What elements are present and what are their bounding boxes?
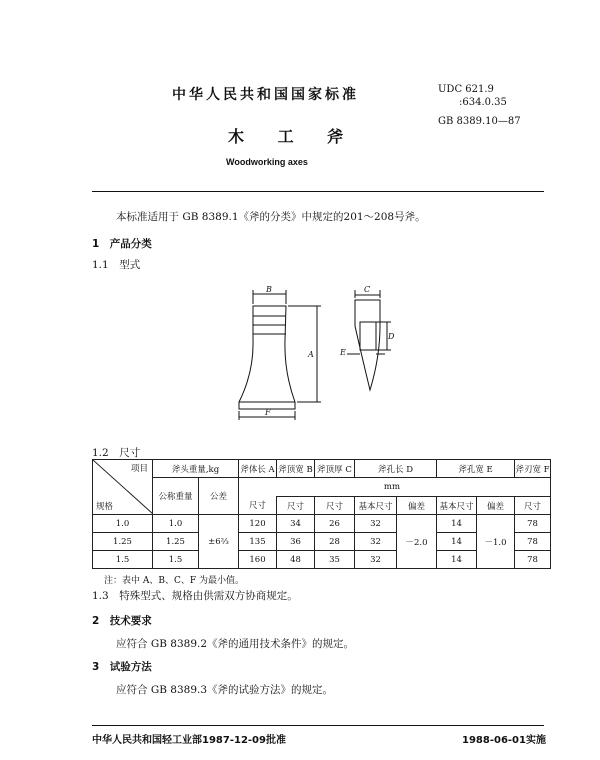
row-A: 135: [239, 533, 277, 551]
head-weight: 斧头重量,kg: [153, 460, 239, 478]
section-3-paragraph: 应符合 GB 8389.3《斧的试验方法》的规定。: [116, 684, 334, 696]
label-B: B: [266, 285, 272, 294]
axe-eye-outline: [360, 322, 376, 350]
approval-line: 中华人民共和国轻工业部1987-12-09批准: [92, 735, 286, 746]
row-weight: 1.25: [153, 533, 199, 551]
section-2-heading: [92, 613, 152, 628]
section-1-3: 1.3 特殊型式、规格由供需双方协商规定。: [92, 590, 298, 602]
label-D: D: [388, 332, 395, 341]
row-C: 35: [315, 551, 355, 569]
axe-front-outline: [239, 306, 295, 409]
size-C: 尺寸: [315, 497, 355, 515]
dev-D-head: 偏差: [397, 497, 437, 515]
head-weight-tolerance: 公差: [199, 478, 239, 515]
section-1-text: 1 产品分类: [92, 238, 152, 250]
axe-figure: [225, 282, 405, 432]
label-A: A: [308, 350, 314, 359]
head-D: 斧孔长 D: [355, 460, 437, 478]
size-F: 尺寸: [515, 497, 551, 515]
row-weight: 1.0: [153, 515, 199, 533]
section-2-text: 2 技术要求: [92, 615, 152, 627]
head-F: 斧刃宽 F: [515, 460, 551, 478]
row-D: 32: [355, 515, 397, 533]
label-C: C: [364, 285, 371, 294]
unit-row: mm: [239, 478, 551, 497]
row-F: 78: [515, 515, 551, 533]
row-E: 14: [437, 515, 477, 533]
row-C: 28: [315, 533, 355, 551]
size-B: 尺寸: [277, 497, 315, 515]
label-F: F: [265, 408, 271, 417]
header-rule: [92, 191, 544, 192]
row-C: 26: [315, 515, 355, 533]
section-3-text: 3 试验方法: [92, 661, 152, 673]
basic-D: 基本尺寸: [355, 497, 397, 515]
row-weight: 1.5: [153, 551, 199, 569]
head-weight-nominal: 公称重量: [153, 478, 199, 515]
row-E: 14: [437, 551, 477, 569]
diagonal-header-cell: [93, 460, 153, 515]
effective-date: 1988-06-01实施: [462, 735, 546, 746]
table-note: 注：表中 A、B、C、F 为最小值。: [104, 576, 244, 586]
deviation-E: －1.0: [477, 515, 515, 569]
row-F: 78: [515, 551, 551, 569]
dev-E-head: 偏差: [477, 497, 515, 515]
weight-tolerance: ±6⅔: [199, 515, 239, 569]
basic-E: 基本尺寸: [437, 497, 477, 515]
udc-code: UDC 621.9: [438, 84, 494, 95]
row-A: 160: [239, 551, 277, 569]
row-spec: 1.5: [93, 551, 153, 569]
diag-top-label: 项目: [130, 464, 148, 474]
row-spec: 1.0: [93, 515, 153, 533]
row-E: 14: [437, 533, 477, 551]
row-F: 78: [515, 533, 551, 551]
head-E: 斧孔宽 E: [437, 460, 515, 478]
diag-bottom-label: 规格: [96, 502, 114, 512]
scope-paragraph: 本标准适用于 GB 8389.1《斧的分类》中规定的201～208号斧。: [116, 211, 426, 223]
standard-type-heading: 中华人民共和国国家标准: [172, 87, 359, 103]
row-spec: 1.25: [93, 533, 153, 551]
row-D: 32: [355, 551, 397, 569]
gb-number: GB 8389.10—87: [438, 116, 521, 127]
row-D: 32: [355, 533, 397, 551]
size-A: 尺寸: [239, 497, 277, 515]
section-1-heading: [92, 236, 152, 251]
udc-subcode: :634.0.35: [459, 97, 507, 108]
document-english-title: Woodworking axes: [226, 157, 308, 167]
head-B: 斧顶宽 B: [277, 460, 315, 478]
section-3-heading: [92, 659, 152, 674]
row-B: 36: [277, 533, 315, 551]
document-title: 木 工 斧: [228, 127, 358, 146]
dimensions-table: [92, 459, 551, 569]
row-B: 48: [277, 551, 315, 569]
section-1-2-heading: 1.2 尺寸: [92, 447, 141, 459]
label-E: E: [340, 348, 346, 357]
footer-rule: [92, 725, 544, 726]
row-A: 120: [239, 515, 277, 533]
section-1-1-heading: 1.1 型式: [92, 259, 141, 271]
head-A: 斧体长 A: [239, 460, 277, 478]
head-C: 斧顶厚 C: [315, 460, 355, 478]
table-row: [93, 515, 551, 533]
row-B: 34: [277, 515, 315, 533]
deviation-D: －2.0: [397, 515, 437, 569]
section-2-paragraph: 应符合 GB 8389.2《斧的通用技术条件》的规定。: [116, 638, 355, 650]
